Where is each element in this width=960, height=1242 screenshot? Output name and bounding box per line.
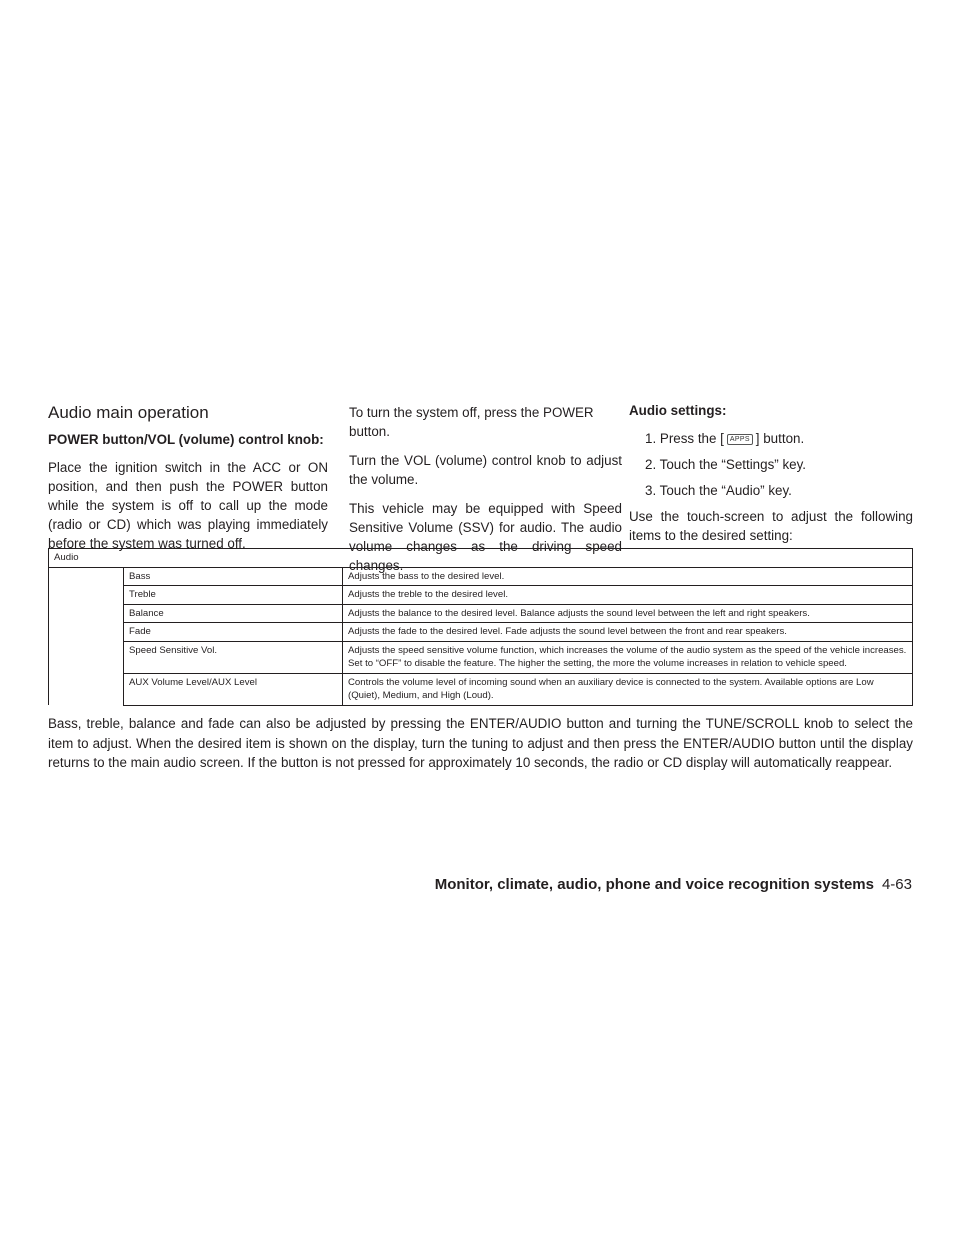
table-indent-cell	[49, 673, 124, 705]
setting-name: Treble	[124, 586, 343, 605]
audio-settings-steps	[629, 429, 913, 500]
setting-name: Fade	[124, 623, 343, 642]
table-indent-cell	[49, 623, 124, 642]
table-row	[49, 673, 913, 705]
ssv-paragraph: This vehicle may be equipped with Speed Sensitive Volume (SSV) for audio. The audio volume changes as the driving speed changes.	[349, 501, 622, 573]
step-2: 2. Touch the “Settings” key.	[645, 457, 807, 472]
step-1	[645, 429, 913, 448]
setting-name: AUX Volume Level/AUX Level	[124, 673, 343, 705]
column-3	[629, 403, 913, 555]
setting-name: Balance	[124, 604, 343, 623]
setting-name: Bass	[124, 567, 343, 586]
step-3: 3. Touch the “Audio” key.	[645, 483, 792, 498]
chapter-title: Monitor, climate, audio, phone and voice recognition systems	[434, 876, 874, 893]
step-1-text-before: 1. Press the [	[645, 431, 724, 446]
table-indent-cell	[49, 604, 124, 623]
section-title: Audio main operation	[48, 403, 209, 422]
setting-description: Adjusts the bass to the desired level.	[343, 567, 913, 586]
audio-settings-after: Use the touch-screen to adjust the following items to the desired setting:	[629, 509, 913, 543]
table-row	[49, 567, 913, 586]
audio-settings-table	[48, 548, 913, 706]
apps-button-icon: APPS	[727, 434, 753, 445]
table-row	[49, 604, 913, 623]
power-button-paragraph: Place the ignition switch in the ACC or ON position, and then push the POWER button while the system is off to call up the mode (radio or CD) which was playing immediately before the system was turned off.	[48, 460, 328, 551]
table-indent-cell	[49, 567, 124, 586]
audio-settings-heading: Audio settings:	[629, 403, 727, 418]
page-number: 4-63	[881, 876, 912, 893]
setting-description: Adjusts the fade to the desired level. Fade adjusts the sound level between the front and rear speakers.	[343, 623, 913, 642]
volume-knob-paragraph: Turn the VOL (volume) control knob to adjust the volume.	[349, 453, 622, 487]
setting-description: Controls the volume level of incoming sound when an auxiliary device is connected to the system. Available options are Low (Quiet), Medium, and High (Loud).	[343, 673, 913, 705]
table-indent-cell	[49, 586, 124, 605]
table-row	[49, 623, 913, 642]
table-header-row	[49, 549, 913, 568]
power-button-heading: POWER button/VOL (volume) control knob:	[48, 432, 324, 447]
setting-description: Adjusts the speed sensitive volume function, which increases the volume of the audio system as the speed of the vehicle increases. Set to “OFF” to disable the feature. The higher the setting, the more the volume increases in relation to vehicle speed.	[343, 641, 913, 673]
table-header-cell: Audio	[49, 549, 913, 568]
table-indent-cell	[49, 641, 124, 673]
column-1	[48, 403, 328, 563]
power-off-paragraph: To turn the system off, press the POWER button.	[349, 405, 594, 439]
setting-description: Adjusts the balance to the desired level. Balance adjusts the sound level between the left and right speakers.	[343, 604, 913, 623]
setting-name: Speed Sensitive Vol.	[124, 641, 343, 673]
closing-paragraph: Bass, treble, balance and fade can also be adjusted by pressing the ENTER/AUDIO button and turning the TUNE/SCROLL knob to select the item to adjust. When the desired item is shown on the display, turn the tuning to adjust and then press the ENTER/AUDIO button until the display returns to the main audio screen. If the button is not pressed for approximately 10 seconds, the radio or CD display will automatically reappear.	[48, 716, 913, 770]
step-1-text-after: ] button.	[755, 431, 805, 446]
table-row	[49, 641, 913, 673]
page-footer	[435, 876, 912, 893]
table-row	[49, 586, 913, 605]
setting-description: Adjusts the treble to the desired level.	[343, 586, 913, 605]
